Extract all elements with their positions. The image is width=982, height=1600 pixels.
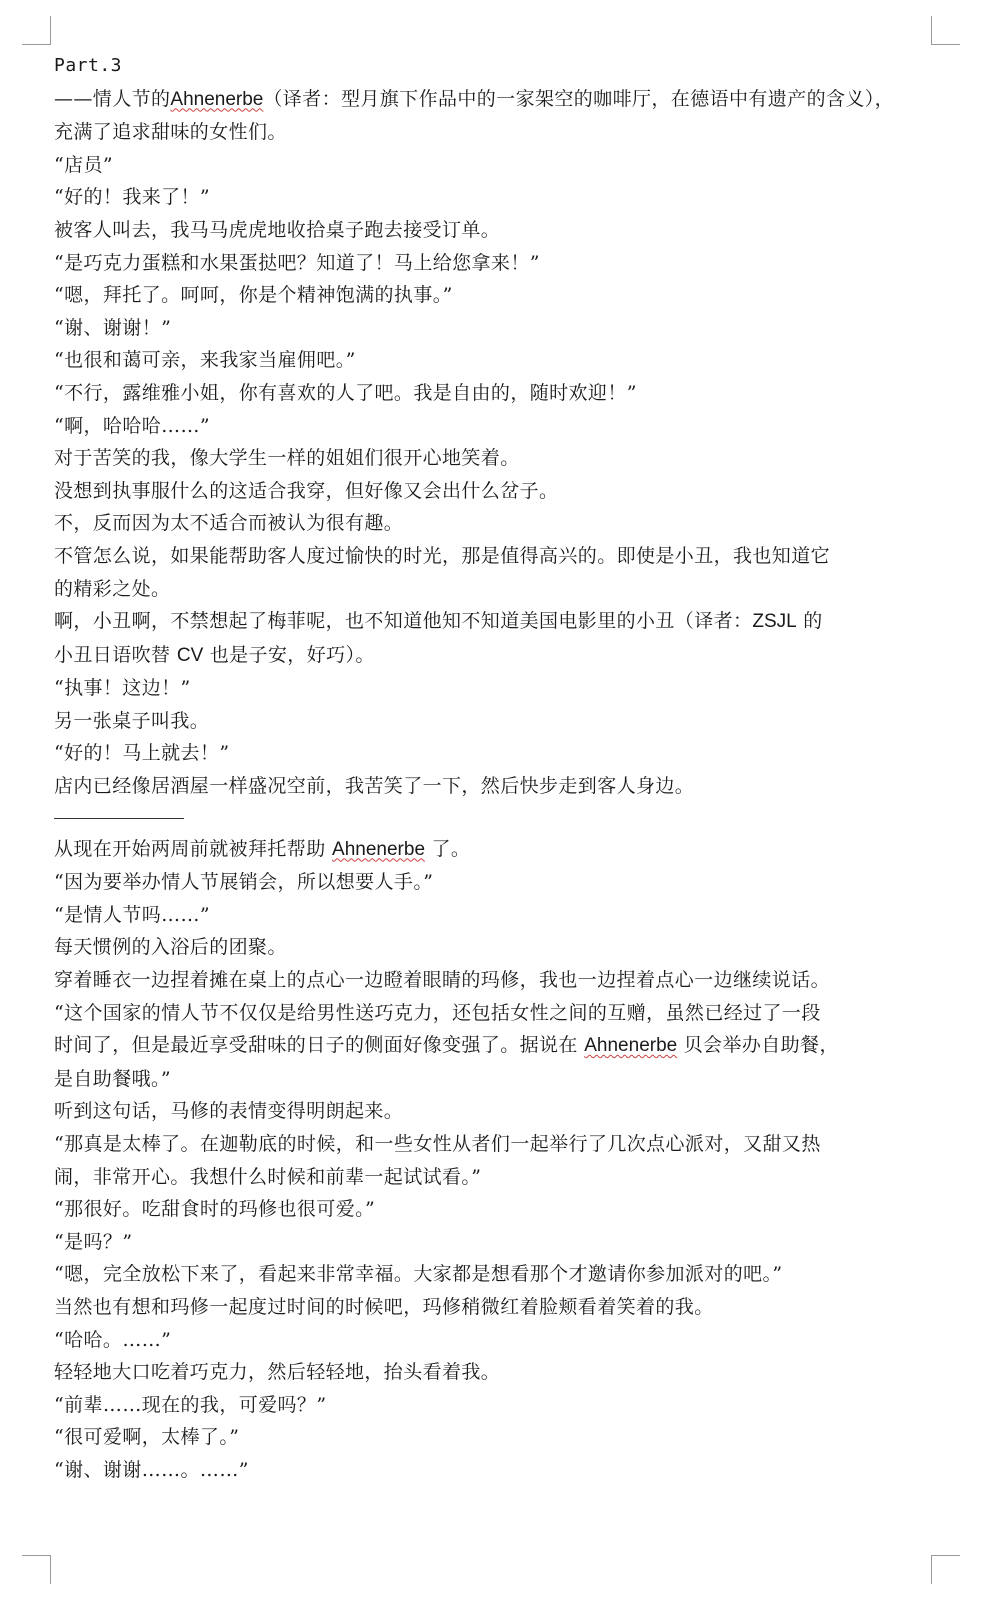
paragraph-line bbox=[54, 672, 928, 705]
text-run: 不管怎么说，如果能帮助客人度过愉快的时光，那是值得高兴的。即使是小丑，我也知道它 bbox=[54, 544, 831, 567]
text-run: 是自助餐哦。” bbox=[54, 1067, 172, 1090]
text-run: “谢、谢谢！” bbox=[54, 316, 172, 339]
text-run: “嗯，拜托了。呵呵，你是个精神饱满的执事。” bbox=[54, 284, 453, 307]
paragraph-line bbox=[54, 247, 928, 280]
text-run: 听到这句话，马修的表情变得明朗起来。 bbox=[54, 1100, 404, 1123]
paragraph-line bbox=[54, 1193, 928, 1226]
text-run: 店内已经像居酒屋一样盛况空前，我苦笑了一下，然后快步走到客人身边。 bbox=[54, 775, 695, 798]
text-run: “前辈……现在的我，可爱吗？” bbox=[54, 1393, 327, 1416]
paragraph-line bbox=[54, 1389, 928, 1422]
part-heading: Part.3 bbox=[54, 55, 123, 76]
text-run: 穿着睡衣一边捏着摊在桌上的点心一边瞪着眼睛的玛修，我也一边捏着点心一边继续说话。 bbox=[54, 969, 831, 992]
text-run: 也是子安，好巧）。 bbox=[203, 643, 375, 666]
paragraph-line bbox=[54, 1063, 928, 1096]
text-run: “执事！这边！” bbox=[54, 677, 191, 700]
text-run: ——情人节的 bbox=[54, 87, 171, 110]
paragraph-line bbox=[54, 931, 928, 964]
paragraph-line bbox=[54, 181, 928, 214]
text-run: “是吗？” bbox=[54, 1230, 133, 1253]
paragraph-line bbox=[54, 1356, 928, 1389]
text-run: “也很和蔼可亲，来我家当雇佣吧。” bbox=[54, 349, 356, 372]
text-run: “是巧克力蛋糕和水果蛋挞吧？知道了！马上给您拿来！” bbox=[54, 251, 540, 274]
text-run: 对于苦笑的我，像大学生一样的姐姐们很开心地笑着。 bbox=[54, 447, 520, 470]
text-run: 当然也有想和玛修一起度过时间的时候吧，玛修稍微红着脸颊看着笑着的我。 bbox=[54, 1295, 714, 1318]
text-run: “嗯，完全放松下来了，看起来非常幸福。大家都是想看那个才邀请你参加派对的吧。” bbox=[54, 1263, 783, 1286]
paragraph-line bbox=[54, 899, 928, 932]
paragraph-line bbox=[54, 705, 928, 738]
paragraph-line bbox=[54, 1454, 928, 1487]
text-run: 贝会举办自助餐， bbox=[677, 1034, 839, 1057]
crop-mark-top-right bbox=[931, 16, 960, 45]
text-run: 的精彩之处。 bbox=[54, 577, 171, 600]
paragraph-line bbox=[54, 507, 928, 540]
paragraph-line bbox=[54, 540, 928, 573]
text-run: “这个国家的情人节不仅仅是给男性送巧克力，还包括女性之间的互赠，虽然已经过了一段 bbox=[54, 1001, 821, 1024]
paragraph-line bbox=[54, 475, 928, 508]
paragraph-line bbox=[54, 116, 928, 149]
paragraph-line bbox=[54, 833, 928, 867]
spellcheck-flagged-word: Ahnenerbe bbox=[584, 1035, 678, 1057]
paragraph-line bbox=[54, 964, 928, 997]
spellcheck-flagged-word: Ahnenerbe bbox=[170, 88, 264, 110]
text-run: “哈哈。……” bbox=[54, 1328, 172, 1351]
section-divider bbox=[54, 818, 184, 819]
paragraph-line bbox=[54, 1226, 928, 1259]
text-run: 时间了，但是最近享受甜味的日子的侧面好像变强了。据说在 bbox=[54, 1034, 585, 1057]
text-run: 的 bbox=[796, 610, 823, 633]
paragraph-line bbox=[54, 866, 928, 899]
text-run: 从现在开始两周前就被拜托帮助 bbox=[54, 837, 333, 860]
text-run: 啊，小丑啊，不禁想起了梅菲呢，也不知道他知不知道美国电影里的小丑（译者： bbox=[54, 610, 753, 633]
latin-text-run: ZSJL bbox=[752, 611, 797, 633]
text-run: “谢、谢谢……。……” bbox=[54, 1458, 249, 1481]
text-run: 闹，非常开心。我想什么时候和前辈一起试试看。” bbox=[54, 1165, 482, 1188]
text-run: “好的！我来了！” bbox=[54, 186, 211, 209]
paragraph-line bbox=[54, 344, 928, 377]
spellcheck-flagged-word: Ahnenerbe bbox=[332, 838, 426, 860]
paragraph-line bbox=[54, 997, 928, 1030]
crop-mark-bottom-right bbox=[931, 1555, 960, 1584]
paragraph-line bbox=[54, 605, 928, 639]
text-run: 另一张桌子叫我。 bbox=[54, 709, 210, 732]
crop-mark-top-left bbox=[22, 16, 51, 45]
text-run: “那很好。吃甜食时的玛修也很可爱。” bbox=[54, 1198, 376, 1221]
paragraph-line bbox=[54, 149, 928, 182]
text-run: “那真是太棒了。在迦勒底的时候，和一些女性从者们一起举行了几次点心派对，又甜又热 bbox=[54, 1133, 821, 1155]
paragraph-line bbox=[54, 1324, 928, 1357]
paragraph-line bbox=[54, 1421, 928, 1454]
paragraph-line bbox=[54, 214, 928, 247]
paragraph-line bbox=[54, 1128, 928, 1161]
text-run: “是情人节吗……” bbox=[54, 903, 211, 926]
text-run: “好的！马上就去！” bbox=[54, 742, 230, 765]
text-run: 小丑日语吹替 bbox=[54, 643, 177, 666]
paragraph-line bbox=[54, 1161, 928, 1194]
paragraph-line bbox=[54, 1291, 928, 1324]
paragraph-line bbox=[54, 573, 928, 606]
paragraph-line bbox=[54, 639, 928, 673]
paragraph-line bbox=[54, 312, 928, 345]
section-two-weeks-earlier bbox=[54, 833, 928, 1487]
document-body bbox=[54, 50, 928, 1487]
text-run: 不，反而因为太不适合而被认为很有趣。 bbox=[54, 512, 404, 535]
text-run: 没想到执事服什么的这适合我穿，但好像又会出什么岔子。 bbox=[54, 479, 559, 502]
paragraph-line bbox=[54, 83, 928, 117]
text-run: 了。 bbox=[425, 837, 471, 860]
paragraph-line bbox=[54, 377, 928, 410]
section-valentine-cafe bbox=[54, 83, 928, 803]
text-run: （译者：型月旗下作品中的一家架空的咖啡厅，在德语中有遗产的含义）， bbox=[263, 87, 895, 110]
crop-mark-bottom-left bbox=[22, 1555, 51, 1584]
text-run: 轻轻地大口吃着巧克力，然后轻轻地，抬头看着我。 bbox=[54, 1361, 501, 1384]
paragraph-line bbox=[54, 410, 928, 443]
text-run: “不行，露维雅小姐，你有喜欢的人了吧。我是自由的，随时欢迎！” bbox=[54, 381, 637, 404]
paragraph-line bbox=[54, 770, 928, 803]
text-run: “店员” bbox=[54, 153, 114, 176]
text-run: “很可爱啊，太棒了。” bbox=[54, 1426, 240, 1449]
text-run: 每天惯例的入浴后的团聚。 bbox=[54, 936, 287, 959]
paragraph-line bbox=[54, 279, 928, 312]
paragraph-line bbox=[54, 1095, 928, 1128]
paragraph-line bbox=[54, 442, 928, 475]
text-run: 充满了追求甜味的女性们。 bbox=[54, 121, 287, 144]
text-run: “啊，哈哈哈……” bbox=[54, 414, 211, 437]
text-run: “因为要举办情人节展销会，所以想要人手。” bbox=[54, 871, 434, 894]
paragraph-line bbox=[54, 1029, 928, 1063]
paragraph-line bbox=[54, 737, 928, 770]
paragraph-line bbox=[54, 1258, 928, 1291]
latin-text-run: CV bbox=[176, 644, 204, 666]
text-run: 被客人叫去，我马马虎虎地收拾桌子跑去接受订单。 bbox=[54, 218, 501, 241]
